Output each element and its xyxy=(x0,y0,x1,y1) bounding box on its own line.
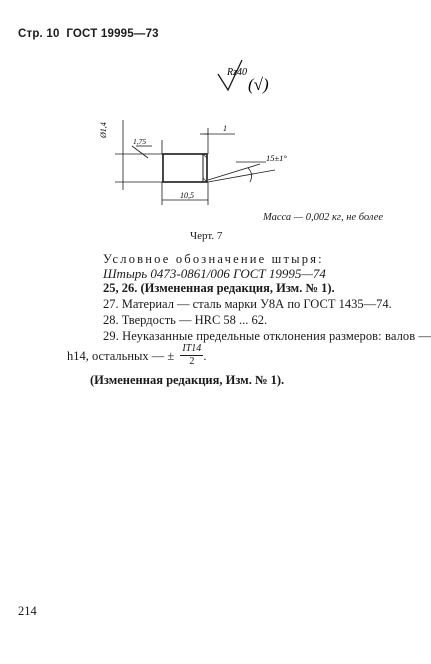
dim-chamfer-left: 1,75 xyxy=(133,137,147,146)
item-27: 27. Материал — сталь марки У8А по ГОСТ 1435—74. xyxy=(103,297,392,311)
page-label: Стр. 10 xyxy=(18,28,60,40)
pin-outline xyxy=(163,154,207,182)
mass-note: Масса — 0,002 кг, не более xyxy=(263,212,384,223)
technical-drawing xyxy=(100,60,400,220)
dim-diameter: Ø1,4 xyxy=(99,122,108,138)
roughness-label: Rz40 xyxy=(227,67,247,78)
standard-number: ГОСТ 19995—73 xyxy=(66,28,159,40)
dim-length: 10,5 xyxy=(180,191,194,200)
fraction-denominator: 2 xyxy=(189,356,195,367)
item-29-start: h14, остальных — ± xyxy=(67,349,175,363)
item-29-end: . xyxy=(203,349,207,363)
dim-angle: 15±1° xyxy=(266,153,287,163)
item-29-line2 xyxy=(67,343,206,373)
fraction-numerator: IT14 xyxy=(182,343,202,354)
roughness-bracket: (√) xyxy=(248,75,269,94)
item-29: 29. Неуказанные предельные отклонения размеров: валов — xyxy=(103,329,431,343)
figure-caption: Черт. 7 xyxy=(190,230,223,242)
dimension-lines xyxy=(115,120,275,205)
designation-example: Штырь 0473-0861/006 ГОСТ 19995—74 xyxy=(103,266,326,281)
page-number: 214 xyxy=(18,604,37,618)
dim-chamfer-right: 1 xyxy=(223,124,227,133)
page-header xyxy=(18,28,159,40)
amendment-note: (Измененная редакция, Изм. № 1). xyxy=(90,373,285,387)
fraction xyxy=(180,343,203,368)
item-25-26: 25, 26. (Измененная редакция, Изм. № 1). xyxy=(103,281,335,295)
designation-label: Условное обозначение штыря: xyxy=(103,252,324,266)
item-28: 28. Твердость — HRC 58 ... 62. xyxy=(103,313,268,327)
